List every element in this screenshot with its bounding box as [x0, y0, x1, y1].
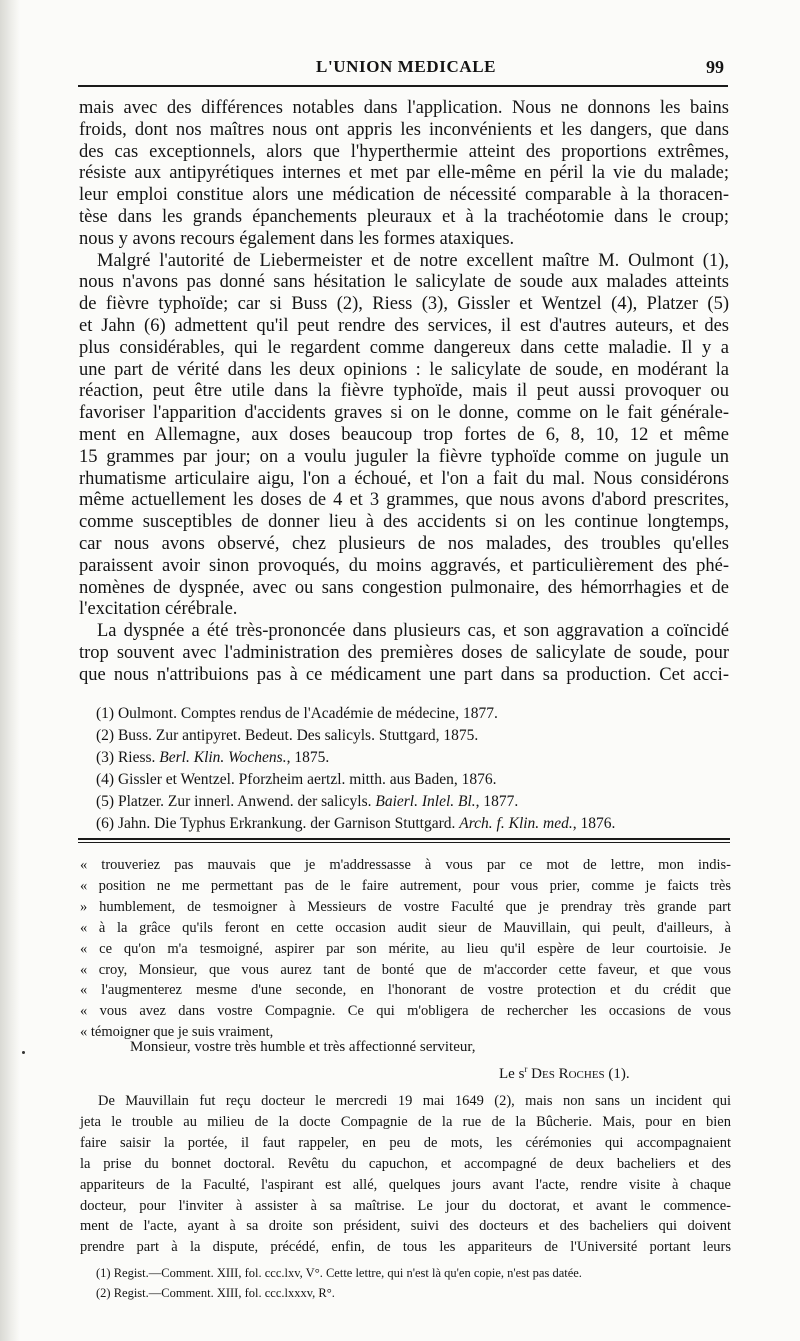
page-gutter-shadow: [0, 0, 20, 1341]
text-line: rhumatisme articulaire aigu, l'on a échoué, et l'on a fait du mal. Nous considérons: [79, 468, 729, 489]
text-line: une part de vérité dans les deux opinions : le salicylate de soude, en modérant la: [79, 359, 729, 380]
text-line: jeta le trouble au milieu de la docte Compagnie de la rue de la Bûcherie. Mais, pour en bien: [80, 1113, 731, 1130]
margin-speck: [22, 1051, 25, 1054]
text-line: plus considérables, qui le regardent comme dangereux dans cette maladie. Il y a: [79, 337, 729, 358]
text-line: « trouveriez pas mauvais que je m'addressasse à vous par ce mot de lettre, mon indis-: [80, 857, 731, 873]
text-line: ment de l'acte, ayant à sa droite son président, suivi des docteurs et des bacheliers qui doivent: [80, 1218, 731, 1235]
text-line: De Mauvillain fut reçu docteur le mercredi 19 mai 1649 (2), mais non sans un incident qui: [98, 1093, 731, 1109]
text-line: « à la grâce qu'ils feront en cette occasion audit sieur de Mauvillain, qui peult, d'ailleurs, à: [80, 919, 731, 936]
running-title: L'UNION MEDICALE: [316, 57, 497, 76]
text-line: nous y avons recours également dans les formes ataxiques.: [79, 228, 515, 249]
text-line: « position ne me permettant pas de le faire autrement, pour vous prier, comme je faicts très: [80, 877, 731, 894]
text-line: favoriser l'apparition d'accidents graves si on le donne, comme on le fait générale-: [79, 403, 729, 424]
text-line: réaction, peut être utile dans la fièvre typhoïde, mais il peut aussi provoquer ou: [79, 381, 729, 402]
text-line: faire saisir la portée, il faut rappeler, en peu de mots, les cérémonies qui accompagnaient: [80, 1134, 731, 1151]
main-text-block: [79, 98, 729, 687]
text-line: mais avec des différences notables dans l'application. Nous ne donnons les bains: [79, 98, 729, 118]
text-line: » humblement, de tesmoigner à Messieurs de vostre Faculté que je prendray très grande part: [80, 898, 731, 915]
letter-closing: Monsieur, vostre très humble et très affectionné serviteur,: [130, 1039, 476, 1055]
footnote: (1) Oulmont. Comptes rendus de l'Académie de médecine, 1877.: [96, 705, 498, 722]
text-line: froids, dont nos maîtres nous ont appris les inconvénients et les dangers, que dans: [79, 119, 729, 140]
text-line: La dyspnée a été très-prononcée dans plusieurs cas, et son aggravation a coïncidé: [97, 621, 729, 642]
text-line: nous n'avons pas donné sans hésitation le salicylate de soude aux malades atteints: [79, 272, 729, 293]
text-line: trop souvent avec l'administration des premières doses de salicylate de soude, pour: [79, 642, 729, 663]
text-line: nomènes de dyspnée, avec ou sans congestion pulmonaire, des hémorrhagies et de: [79, 577, 729, 598]
text-line: de fièvre typhoïde; car si Buss (2), Riess (3), Gissler et Wentzel (4), Platzer (5): [79, 294, 729, 315]
text-line: appariteurs de la Faculté, l'aspirant est allé, quelques jours avant l'acte, rendre visite à chaque: [80, 1176, 731, 1193]
page-number: 99: [706, 57, 724, 77]
text-line: 15 grammes par jour; on a voulu juguler la fièvre typhoïde comme on jugule un: [79, 446, 729, 467]
text-line: Malgré l'autorité de Liebermeister et de notre excellent maître M. Oulmont (1),: [97, 250, 729, 271]
header-rule: [78, 85, 728, 87]
lower-footnote: (2) Regist.—Comment. XIII, fol. ccc.lxxxv, R°.: [96, 1286, 335, 1300]
footnote: (5) Platzer. Zur innerl. Anwend. der salicyls. Baierl. Inlel. Bl., 1877.: [96, 793, 519, 810]
text-line: « témoigner que je suis vraiment,: [80, 1024, 274, 1041]
lower-footnote: (1) Regist.—Comment. XIII, fol. ccc.lxv, V°. Cette lettre, qui n'est là qu'en copie, n'est pas datée.: [96, 1266, 582, 1280]
footnote: (4) Gissler et Wentzel. Pforzheim aertzl. mitth. aus Baden, 1876.: [96, 771, 497, 788]
text-line: « ce qu'on m'a tesmoigné, aspirer par son mérite, au lieu qu'il espère de leur courtoisie. Je: [80, 940, 731, 957]
text-line: et Jahn (6) admettent qu'il peut rendre des services, il est d'autres auteurs, et des: [79, 315, 729, 336]
section-rule-bottom: [78, 842, 730, 843]
text-line: l'excitation cérébrale.: [79, 599, 238, 620]
text-line: résiste aux antipyrétiques internes et met par elle-même en péril la vie du malade;: [79, 163, 729, 184]
text-line: prendre part à la dispute, précédé, enfin, de tous les appariteurs de l'Université portant leurs: [80, 1239, 731, 1256]
footnote: (2) Buss. Zur antipyret. Bedeut. Des salicyls. Stuttgard, 1875.: [96, 727, 479, 744]
letter-signature: Le $s^r$ Des Roches (1).: [499, 1064, 630, 1082]
text-line: « l'augmenterez mesme d'une seconde, en l'honorant de vostre protection et du crédit que: [80, 982, 731, 999]
text-line: paraissent avoir sinon provoqués, du moins aggravés, et particulièrement des phé-: [79, 555, 729, 576]
text-line: tèse dans les grands épanchements pleuraux et à la trachéotomie dans le croup;: [79, 206, 729, 227]
text-line: « vous avez dans vostre Compagnie. Ce qui m'obligera de rechercher les occasions de vous: [80, 1003, 731, 1020]
text-line: des cas exceptionnels, alors que l'hyperthermie atteint des proportions extrêmes,: [79, 141, 729, 162]
letter-text-block: [80, 855, 731, 1043]
footnote: (6) Jahn. Die Typhus Erkrankung. der Garnison Stuttgard. Arch. f. Klin. med., 1876.: [96, 815, 616, 832]
section-rule-top: [78, 838, 730, 840]
text-line: comme susceptibles de donner lieu à des accidents si on les continue longtemps,: [79, 512, 729, 533]
text-line: ment en Allemagne, aux doses beaucoup trop fortes de 6, 8, 10, 12 et même: [79, 424, 729, 445]
text-line: que nous n'attribuions pas à ce médicament une part dans sa production. Cet acci-: [79, 664, 729, 685]
text-line: la prise du bonnet doctoral. Revêtu du capuchon, et accompagné de deux bacheliers et des: [80, 1155, 731, 1172]
text-line: « croy, Monsieur, que vous aurez tant de bonté que de m'accorder cette faveur, et que vous: [80, 961, 731, 978]
footnote: (3) Riess. Berl. Klin. Wochens., 1875.: [96, 749, 330, 766]
text-line: docteur, pour l'inviter à assister à sa maîtrise. Le jour du doctorat, et avant le commence-: [80, 1197, 731, 1214]
text-line: même actuellement les doses de 4 et 3 grammes, que nous avons d'abord prescrites,: [79, 490, 729, 511]
text-line: leur emploi constitue alors une médication de nécessité comparable à la thoracen-: [79, 185, 729, 206]
text-line: car nous avons observé, chez plusieurs de nos malades, des troubles qu'elles: [79, 533, 729, 554]
narrative-text-block: [80, 1091, 731, 1258]
